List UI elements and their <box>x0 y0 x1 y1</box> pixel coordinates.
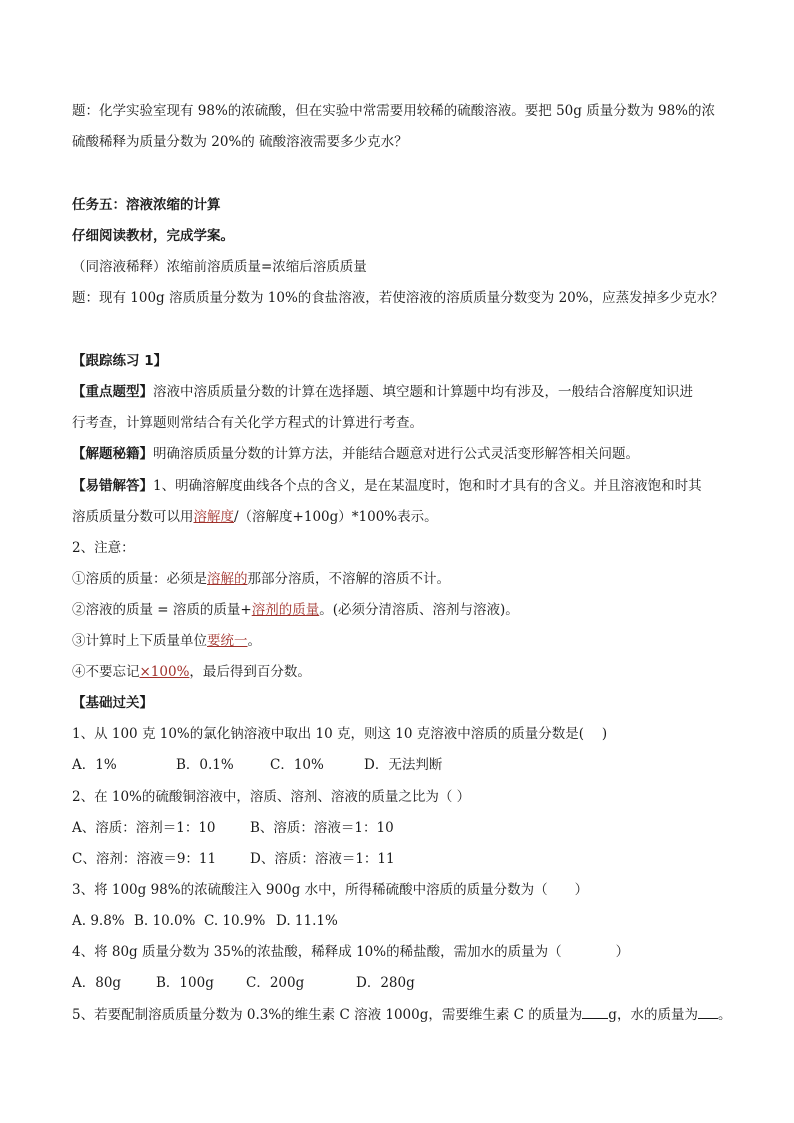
q1-options <box>72 755 442 775</box>
q4-option-c: C．200g <box>246 975 305 991</box>
note-1 <box>72 569 450 589</box>
note-4-b: ，最后得到百分数。 <box>189 664 311 680</box>
q3-stem: 3、将 100g 98%的浓硫酸注入 900g 水中，所得稀硫酸中溶质的质量分数为（ ） <box>72 882 589 898</box>
tips-text: 明确溶质质量分数的计算方法，并能结合题意对进行公式灵活变形解答相关问题。 <box>153 446 639 462</box>
note-1-highlight: 溶解的 <box>207 571 248 587</box>
note-4 <box>72 662 311 682</box>
intro-line-2: 硫酸稀释为质量分数为 20%的 硫酸溶液需要多少克水？ <box>72 134 408 150</box>
key-line-2: 行考查，计算题则常结合有关化学方程式的计算进行考查。 <box>72 415 423 431</box>
err-text-1: 1、明确溶解度曲线各个点的含义，是在某温度时，饱和时才具有的含义。并且溶液饱和时其 <box>153 478 702 494</box>
note-title: 2、注意： <box>72 540 135 556</box>
q4-options <box>72 973 415 993</box>
note-3-highlight: 要统一 <box>207 633 248 649</box>
note-3-a: ③计算时上下质量单位 <box>72 633 207 649</box>
key-label: 【重点题型】 <box>72 384 153 400</box>
q4-option-b: B．100g <box>156 975 214 991</box>
note-1-a: ①溶质的质量：必须是 <box>72 571 207 587</box>
err-text-2a: 溶质质量分数可以用 <box>72 509 194 525</box>
err-line-2 <box>72 507 438 527</box>
basics-title: 【基础过关】 <box>72 695 153 711</box>
note-4-a: ④不要忘记 <box>72 664 140 680</box>
q1-option-c: C．10% <box>270 757 324 773</box>
err-label: 【易错解答】 <box>72 478 153 494</box>
q2-option-c: C、溶剂：溶液＝9：11 <box>72 851 217 867</box>
note-1-b: 那部分溶质，不溶解的溶质不计。 <box>247 571 450 587</box>
q2-option-d: D、溶质：溶液＝1：11 <box>250 851 395 867</box>
note-3 <box>72 631 261 651</box>
note-2-a: ②溶液的质量 = 溶质的质量+ <box>72 602 252 618</box>
q5-blank-water[interactable] <box>698 1004 718 1019</box>
q2-stem: 2、在 10%的硫酸铜溶液中，溶质、溶剂、溶液的质量之比为（ ） <box>72 789 471 805</box>
q3-option-c: C. 10.9% <box>204 913 266 929</box>
note-2-highlight: 溶剂的质量 <box>251 602 320 618</box>
key-text-1: 溶液中溶质质量分数的计算在选择题、填空题和计算题中均有涉及，一般结合溶解度知识进 <box>153 384 693 400</box>
q1-option-b: B．0.1% <box>176 757 234 773</box>
err-text-2-highlight: 溶解度 <box>193 509 234 525</box>
q3-option-a: A. 9.8% <box>72 913 125 929</box>
q3-option-d: D. 11.1% <box>276 913 338 929</box>
q4-option-d: D．280g <box>356 975 415 991</box>
practice-title: 【跟踪练习 1】 <box>72 353 168 369</box>
q3-option-b: B. 10.0% <box>134 913 196 929</box>
q1-option-d: D．无法判断 <box>364 757 443 773</box>
intro-line-1: 题：化学实验室现有 98%的浓硫酸，但在实验中常需要用较稀的硫酸溶液。要把 50g 质量分数为 98%的浓 <box>72 103 715 119</box>
err-text-2b: /（溶解度+100g）*100%表示。 <box>234 509 438 525</box>
q5-blank-vitamin-c[interactable] <box>582 1004 608 1019</box>
q4-option-a: A．80g <box>72 975 122 991</box>
q2-options-row-1 <box>72 818 394 838</box>
task5-instruction: 仔细阅读教材，完成学案。 <box>72 228 234 244</box>
err-line-1 <box>72 476 702 496</box>
note-2-b: 。(必须分清溶质、溶剂与溶液)。 <box>319 602 519 618</box>
note-2 <box>72 600 519 620</box>
q5-text-b: g，水的质量为 <box>608 1007 698 1023</box>
task5-title: 任务五：溶液浓缩的计算 <box>72 197 221 213</box>
q3-options <box>72 911 338 931</box>
q1-stem: 1、从 100 克 10%的氯化钠溶液中取出 10 克，则这 10 克溶液中溶质的质量分数是( ) <box>72 726 608 742</box>
task5-question: 题：现有 100g 溶质质量分数为 10%的食盐溶液，若使溶液的溶质质量分数变为 20%，应蒸发掉多少克水？ <box>72 290 724 306</box>
tips-label: 【解题秘籍】 <box>72 446 153 462</box>
q2-options-row-2 <box>72 849 395 869</box>
q5-text-c: 。 <box>717 1007 732 1023</box>
q4-stem: 4、将 80g 质量分数为 35%的浓盐酸，稀释成 10%的稀盐酸，需加水的质量为（ ） <box>72 944 630 960</box>
key-line-1 <box>72 382 693 402</box>
q5-text-a: 5、若要配制溶质质量分数为 0.3%的维生素 C 溶液 1000g，需要维生素 C 的质量为 <box>72 1007 583 1023</box>
note-3-b: 。 <box>247 633 261 649</box>
q1-option-a: A．1% <box>72 757 117 773</box>
note-4-highlight: ×100% <box>139 664 190 680</box>
tips-line <box>72 444 639 464</box>
q2-option-b: B、溶质：溶液＝1：10 <box>250 820 394 836</box>
q2-option-a: A、溶质：溶剂＝1：10 <box>72 820 216 836</box>
task5-rule: （同溶液稀释）浓缩前溶质质量=浓缩后溶质质量 <box>72 259 367 275</box>
q5-stem <box>72 1004 731 1025</box>
